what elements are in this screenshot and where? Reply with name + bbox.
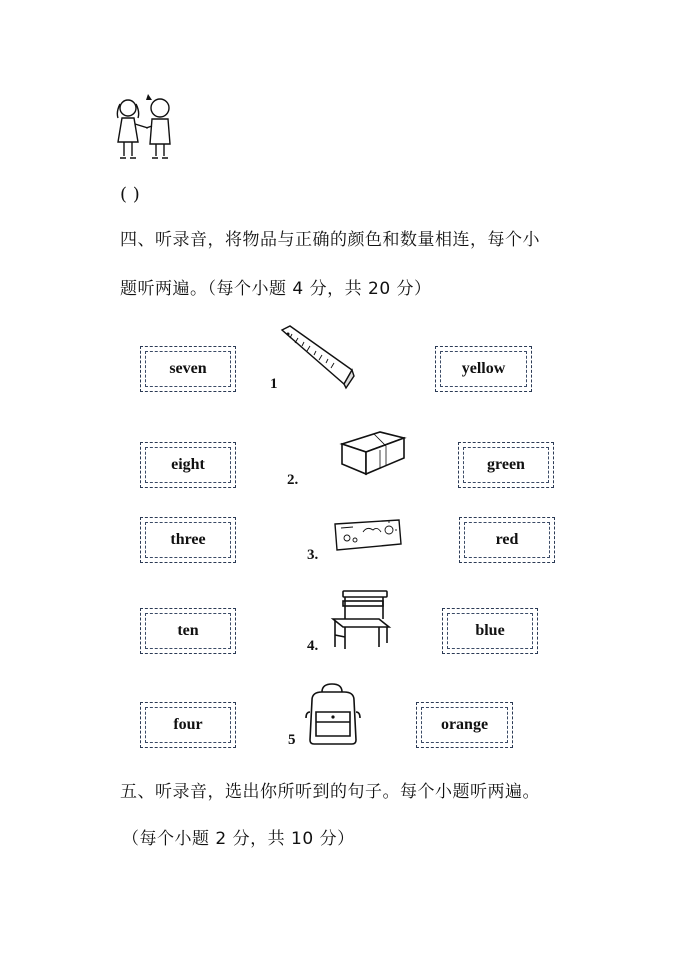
color-box-red[interactable] — [459, 517, 555, 563]
color-box-green[interactable] — [458, 442, 554, 488]
section4-title-line1: 四、听录音，将物品与正确的颜色和数量相连，每个小 — [120, 230, 540, 250]
chair-icon — [331, 589, 391, 651]
eraser-icon — [340, 426, 408, 476]
number-label: three — [170, 531, 206, 548]
answer-blank[interactable]: ( ) — [120, 184, 140, 205]
ruler-icon — [276, 326, 356, 388]
color-box-orange[interactable] — [416, 702, 513, 748]
number-box-four[interactable] — [140, 702, 236, 748]
section5-title-line1: 五、听录音，选出你所听到的句子。每个小题听两遍。 — [120, 782, 540, 802]
item-number-2: 2. — [287, 472, 299, 488]
item-number-1: 1 — [270, 376, 278, 392]
item-number-5: 5 — [288, 732, 296, 748]
number-label: four — [173, 716, 203, 733]
number-box-eight[interactable] — [140, 442, 236, 488]
number-box-seven[interactable] — [140, 346, 236, 392]
number-box-ten[interactable] — [140, 608, 236, 654]
number-label: seven — [169, 360, 207, 377]
kids-greeting-icon — [108, 94, 186, 166]
color-label: red — [495, 531, 519, 548]
section5-title-line2: （每个小题 2 分，共 10 分） — [122, 829, 355, 849]
number-label: ten — [177, 622, 199, 639]
number-label: eight — [171, 456, 205, 473]
color-box-blue[interactable] — [442, 608, 538, 654]
section4-title-line2: 题听两遍。（每个小题 4 分，共 20 分） — [120, 279, 432, 299]
color-label: blue — [475, 622, 505, 639]
item-number-3: 3. — [307, 547, 319, 563]
color-label: orange — [440, 716, 489, 733]
color-label: green — [487, 456, 525, 473]
pencil-case-icon — [333, 518, 403, 552]
color-label: yellow — [461, 360, 506, 377]
item-number-4: 4. — [307, 638, 319, 654]
schoolbag-icon — [304, 682, 362, 746]
color-box-yellow[interactable] — [435, 346, 532, 392]
number-box-three[interactable] — [140, 517, 236, 563]
